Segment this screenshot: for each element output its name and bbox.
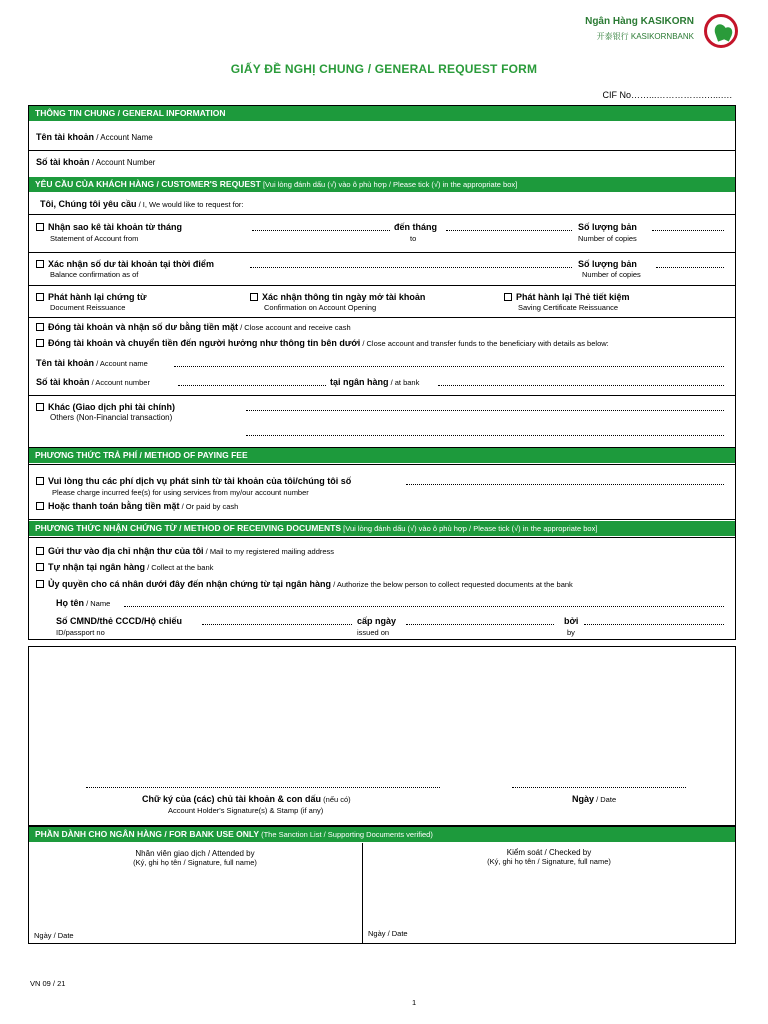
other-en: Others (Non-Financial transaction) bbox=[50, 413, 173, 422]
kasikorn-leaf-icon bbox=[704, 14, 738, 48]
other-option[interactable]: Khác (Giao dịch phi tài chính) bbox=[36, 402, 175, 412]
checked-by-label[interactable]: Kiểm soát / Checked by bbox=[506, 848, 592, 857]
id-label[interactable]: Số CMND/thẻ CCCD/Hộ chiếu bbox=[56, 616, 182, 626]
issued-on-en: issued on bbox=[357, 628, 390, 637]
beneficiary-name-label[interactable]: Tên tài khoản / Account name bbox=[36, 358, 148, 368]
holder-signature-en: Account Holder's Signature(s) & Stamp (if any) bbox=[168, 806, 324, 815]
collect-option[interactable]: Tự nhận tại ngân hàng / Collect at the bank bbox=[36, 562, 213, 572]
other-checkbox[interactable] bbox=[36, 403, 44, 411]
close-cash-checkbox[interactable] bbox=[36, 323, 44, 331]
pay-cash-checkbox[interactable] bbox=[36, 502, 44, 510]
charge-account-option[interactable]: Vui lòng thu các phí dịch vụ phát sinh từ tài khoản của tôi/chúng tôi số bbox=[36, 476, 351, 486]
to-month-en: to bbox=[410, 234, 417, 243]
reissue-doc-option[interactable]: Phát hành lại chứng từ bbox=[36, 292, 147, 302]
copies2-en: Number of copies bbox=[582, 270, 641, 279]
logo-name-en: 开泰银行 KASIKORNBANK bbox=[596, 32, 694, 41]
bank-use-header: PHẦN DÀNH CHO NGÂN HÀNG / FOR BANK USE ONLY (The Sanction List / Supporting Documents verified) bbox=[29, 827, 735, 842]
id-en: ID/passport no bbox=[56, 628, 105, 637]
reissue-saving-option[interactable]: Phát hành lại Thẻ tiết kiệm bbox=[504, 292, 630, 302]
attended-by-label[interactable]: Nhân viên giao dịch / Attended by bbox=[135, 849, 255, 858]
charge-account-en: Please charge incurred fee(s) for using services from my/our account number bbox=[52, 488, 309, 497]
collect-checkbox[interactable] bbox=[36, 563, 44, 571]
mail-option[interactable]: Gửi thư vào địa chỉ nhận thư của tôi / Mail to my registered mailing address bbox=[36, 546, 334, 556]
account-name-label[interactable]: Tên tài khoản / Account Name bbox=[36, 132, 153, 142]
signature-box bbox=[28, 646, 736, 826]
attended-date-label[interactable]: Ngày / Date bbox=[34, 931, 74, 940]
reissue-doc-checkbox[interactable] bbox=[36, 293, 44, 301]
copies-label: Số lượng bản bbox=[578, 222, 637, 232]
mail-checkbox[interactable] bbox=[36, 547, 44, 555]
statement-option[interactable]: Nhận sao kê tài khoản từ tháng bbox=[36, 222, 182, 232]
balance-option[interactable]: Xác nhận số dư tài khoản tại thời điểm bbox=[36, 259, 214, 269]
page-number: 1 bbox=[412, 998, 417, 1007]
receive-docs-header: PHƯƠNG THỨC NHẬN CHỨNG TỪ / METHOD OF RECEIVING DOCUMENTS [Vui lòng đánh dấu (√) vào ô phù hợp / Please tick (√) in the appropriate box] bbox=[29, 521, 735, 536]
fee-header: PHƯƠNG THỨC TRẢ PHÍ / METHOD OF PAYING FEE bbox=[29, 448, 735, 463]
authorize-option[interactable]: Ủy quyền cho cá nhân dưới đây đến nhận chứng từ tại ngân hàng / Authorize the below person to collect requested documents at the bank bbox=[36, 579, 573, 589]
general-info-header: THÔNG TIN CHUNG / GENERAL INFORMATION bbox=[29, 106, 735, 121]
confirm-open-option[interactable]: Xác nhận thông tin ngày mở tài khoản bbox=[250, 292, 425, 302]
close-transfer-option[interactable]: Đóng tài khoản và chuyển tiền đến người hưởng như thông tin bên dưới / Close account and transfer funds to the beneficiary with details as below: bbox=[36, 338, 609, 348]
confirm-open-checkbox[interactable] bbox=[250, 293, 258, 301]
close-transfer-checkbox[interactable] bbox=[36, 339, 44, 347]
holder-signature-label[interactable]: Chữ ký của (các) chủ tài khoản & con dấu (nếu có) bbox=[142, 794, 351, 804]
pay-cash-option[interactable]: Hoặc thanh toán bằng tiền mặt / Or paid by cash bbox=[36, 501, 238, 511]
close-cash-option[interactable]: Đóng tài khoản và nhận số dư bằng tiền mặt / Close account and receive cash bbox=[36, 322, 351, 332]
attended-by-note: (Ký, ghi họ tên / Signature, full name) bbox=[133, 858, 257, 867]
copies-en: Number of copies bbox=[578, 234, 637, 243]
confirm-open-en: Confirmation on Account Opening bbox=[264, 303, 377, 312]
copies2-label: Số lượng bản bbox=[578, 259, 637, 269]
at-bank-label[interactable]: tại ngân hàng / at bank bbox=[330, 377, 420, 387]
authorize-checkbox[interactable] bbox=[36, 580, 44, 588]
bank-use-box bbox=[28, 826, 736, 944]
reissue-saving-en: Saving Certificate Reissuance bbox=[518, 303, 619, 312]
form-title: GIẤY ĐỀ NGHỊ CHUNG / GENERAL REQUEST FORM bbox=[230, 62, 538, 76]
fullname-label[interactable]: Họ tên / Name bbox=[56, 598, 111, 608]
request-intro: Tôi, Chúng tôi yêu cầu / I, We would like to request for: bbox=[40, 199, 244, 209]
checked-by-note: (Ký, ghi họ tên / Signature, full name) bbox=[487, 857, 611, 866]
issued-by-label[interactable]: bởi bbox=[564, 616, 579, 626]
logo-name-vn: Ngân Hàng KASIKORN bbox=[585, 16, 694, 27]
balance-en: Balance confirmation as of bbox=[50, 270, 139, 279]
statement-en: Statement of Account from bbox=[50, 234, 139, 243]
beneficiary-number-label[interactable]: Số tài khoản / Account number bbox=[36, 377, 150, 387]
bank-logo bbox=[514, 14, 744, 46]
reissue-saving-checkbox[interactable] bbox=[504, 293, 512, 301]
to-month-label: đến tháng bbox=[394, 222, 437, 232]
balance-checkbox[interactable] bbox=[36, 260, 44, 268]
account-number-label[interactable]: Số tài khoản / Account Number bbox=[36, 157, 156, 167]
checked-date-label[interactable]: Ngày / Date bbox=[368, 929, 408, 938]
issued-on-label[interactable]: cấp ngày bbox=[357, 616, 397, 626]
signature-date-label[interactable]: Ngày / Date bbox=[572, 794, 617, 804]
issued-by-en: by bbox=[567, 628, 575, 637]
form-code: VN 09 / 21 bbox=[30, 979, 66, 988]
reissue-doc-en: Document Reissuance bbox=[50, 303, 126, 312]
statement-checkbox[interactable] bbox=[36, 223, 44, 231]
charge-account-checkbox[interactable] bbox=[36, 477, 44, 485]
customer-request-header: YÊU CẦU CỦA KHÁCH HÀNG / CUSTOMER'S REQUEST [Vui lòng đánh dấu (√) vào ô phù hợp / Please tick (√) in the appropriate box] bbox=[29, 177, 735, 192]
cif-field[interactable]: CIF No……...…………….…...…. bbox=[602, 90, 732, 100]
